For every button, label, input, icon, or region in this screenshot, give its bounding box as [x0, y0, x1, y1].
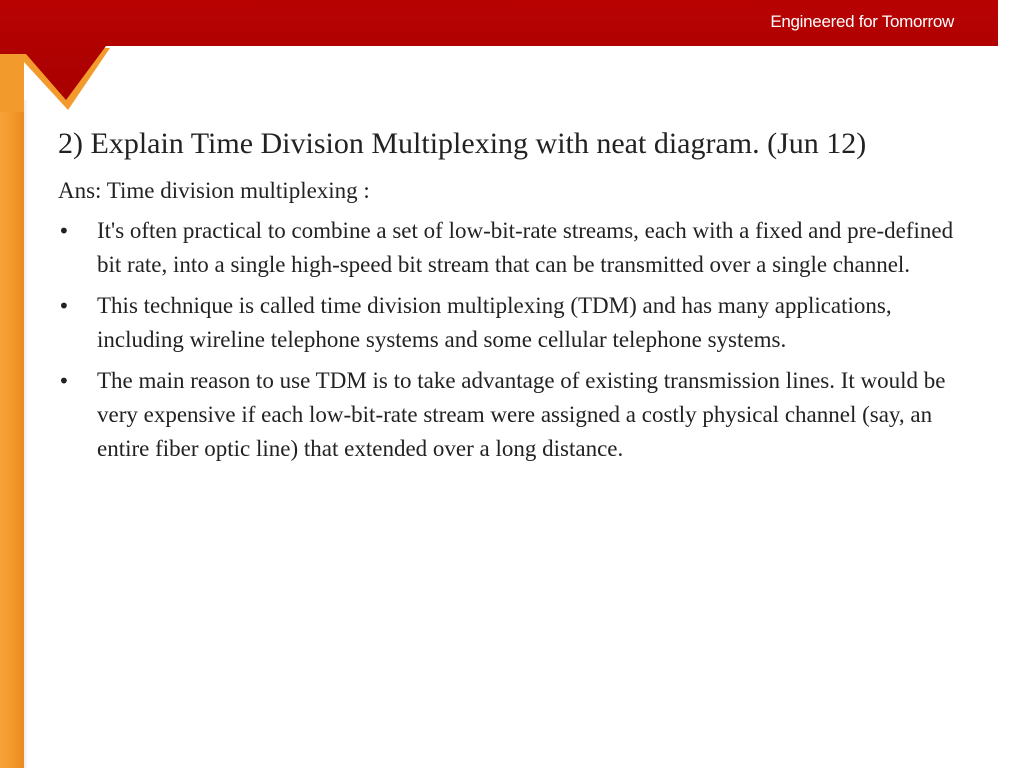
bullet-item — [58, 364, 958, 466]
answer-intro: Ans: Time division multiplexing : — [58, 178, 370, 203]
bullet-item — [58, 289, 958, 357]
bullet-dot-icon: • — [58, 219, 70, 243]
bullet-dot-icon: • — [58, 294, 70, 318]
header-tagline: Engineered for Tomorrow — [770, 12, 954, 31]
left-accent-bar — [0, 0, 24, 768]
bullet-text: It's often practical to combine a set of low-bit-rate streams, each with a fixed and pre-defined bit rate, into a single high-speed bit stream that can be transmitted over a single channel. — [97, 218, 954, 277]
bullet-text: This technique is called time division multiplexing (TDM) and has many applications, including wireline telephone systems and some cellular telephone systems. — [97, 293, 892, 352]
bullet-item — [58, 214, 958, 282]
bullet-list — [58, 214, 958, 466]
slide-content — [58, 124, 958, 473]
question-heading: 2) Explain Time Division Multiplexing with neat diagram. (Jun 12) — [58, 127, 867, 160]
bullet-dot-icon: • — [58, 369, 70, 393]
left-bar-shadow — [24, 100, 28, 768]
bullet-text: The main reason to use TDM is to take advantage of existing transmission lines. It would be very expensive if each low-bit-rate stream were assigned a costly physical channel (say, an entire fiber optic line) that extended over a long distance. — [97, 368, 946, 461]
